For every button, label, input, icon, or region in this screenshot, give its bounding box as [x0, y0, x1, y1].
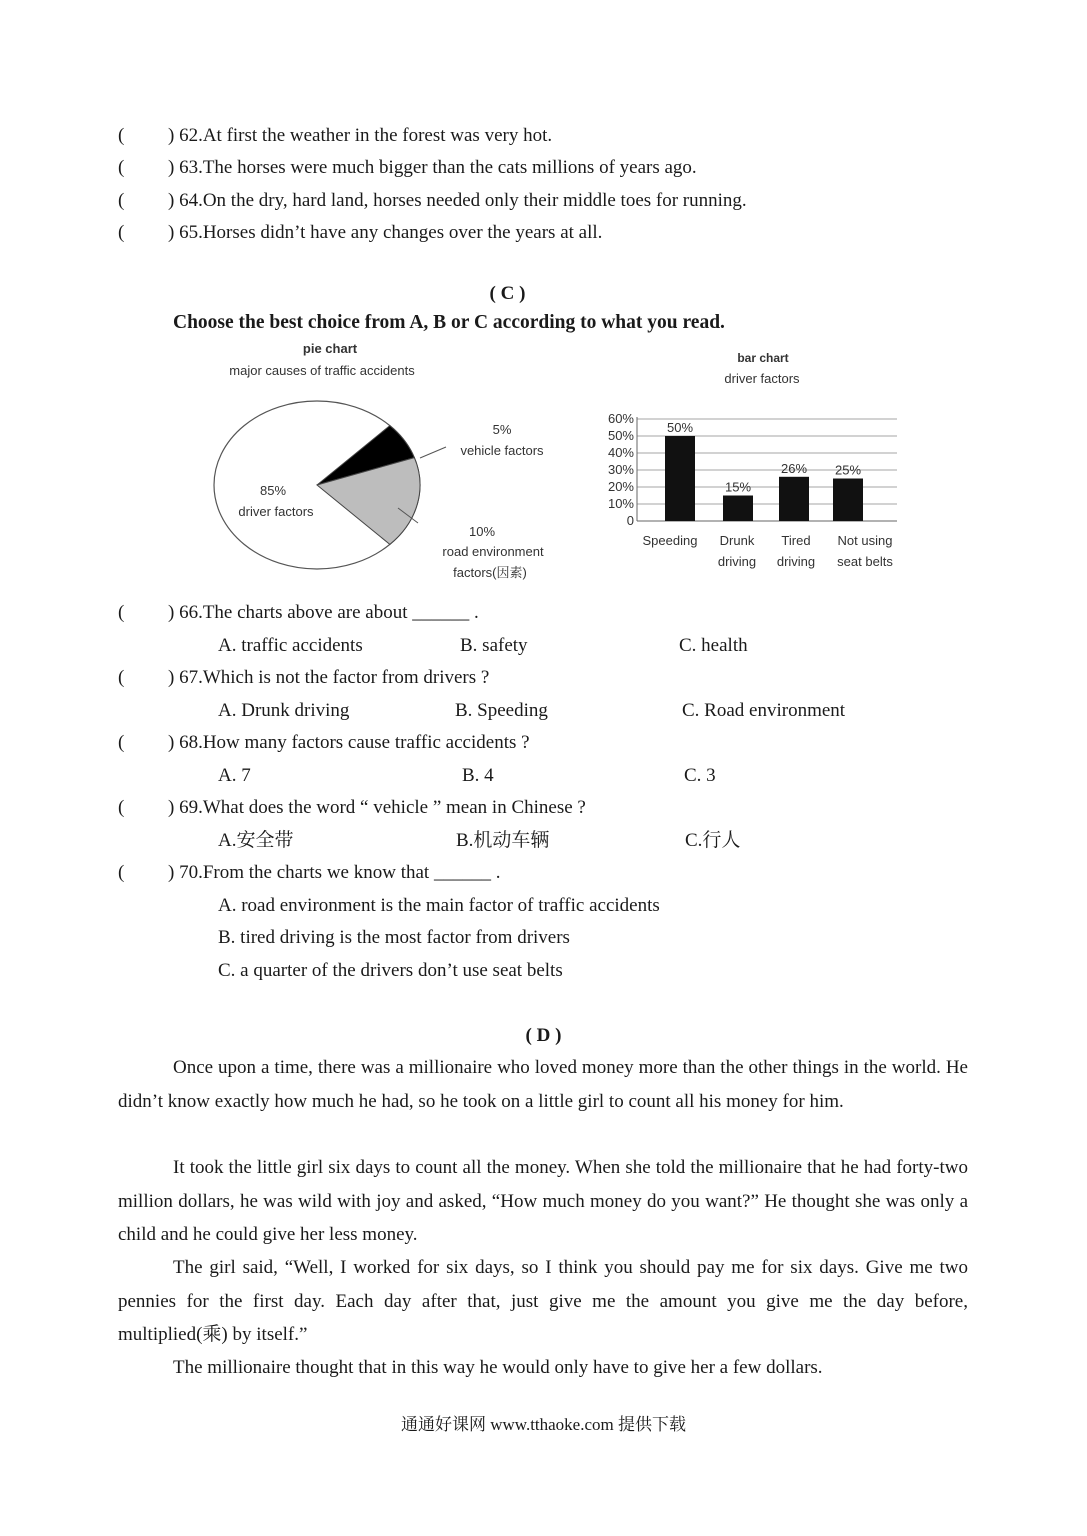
answer-blank: ( — [118, 190, 125, 211]
pie-title: pie chart — [302, 341, 358, 356]
y-tick-label: 60% — [607, 411, 634, 426]
bar-value-label: 15% — [724, 479, 752, 495]
x-tick-label: Speeding — [642, 533, 698, 548]
bar — [665, 436, 695, 521]
x-tick-label: seat belts — [837, 554, 893, 569]
answer-blank: ( — [118, 125, 125, 146]
option-c: C. 3 — [684, 765, 716, 786]
option-a: A. road environment is the main factor of traffic accidents — [218, 895, 660, 916]
x-tick-label: driving — [776, 554, 816, 569]
pie-label-road-2: factors(因素) — [453, 565, 527, 580]
bar-value-label: 50% — [666, 420, 694, 435]
passage-paragraph-1: Once upon a time, there was a millionaire who loved money more than the other things in the world. He didn’t know exactly how much he had, so he took on a little girl to count all his money for him. — [118, 1057, 968, 1112]
answer-blank: ( — [118, 157, 125, 178]
answer-blank: ( — [118, 862, 125, 883]
option-c: C. Road environment — [682, 700, 846, 721]
x-tick-label: Not using — [837, 533, 893, 548]
x-tick-label: driving — [717, 554, 757, 569]
section-c-label: ( C ) — [489, 283, 526, 304]
option-b: B. Speeding — [455, 700, 548, 721]
option-a: A. 7 — [218, 765, 251, 786]
question-text: ) 65.Horses didn’t have any changes over the years at all. — [168, 222, 603, 243]
question-stem: ) 69.What does the word “ vehicle ” mean in Chinese ? — [168, 797, 586, 818]
question-stem: ) 66.The charts above are about ______ . — [168, 602, 479, 623]
question-stem: ) 70.From the charts we know that ______ . — [168, 862, 501, 883]
charts-figure — [0, 335, 1087, 595]
y-tick-label: 40% — [607, 445, 634, 460]
option-a: A.安全带 — [218, 830, 294, 851]
option-b: B. tired driving is the most factor from drivers — [218, 927, 570, 948]
pie-chart — [214, 401, 446, 569]
question-text: ) 62.At first the weather in the forest was very hot. — [168, 125, 553, 146]
passage-paragraph-4: The millionaire thought that in this way he would only have to give her a few dollars. — [173, 1357, 823, 1378]
bar-subtitle: driver factors — [724, 371, 800, 386]
question-text: ) 64.On the dry, hard land, horses needed only their middle toes for running. — [168, 190, 747, 211]
y-tick-label: 20% — [607, 479, 634, 494]
question-text: ) 63.The horses were much bigger than the cats millions of years ago. — [168, 157, 697, 178]
footer-source: 通通好课网 www.tthaoke.com 提供下载 — [400, 1415, 687, 1434]
bar — [779, 477, 809, 521]
bar-chart — [608, 411, 897, 569]
pie-label-vehicle-percent: 5% — [492, 422, 512, 437]
leader-line-vehicle — [420, 447, 446, 458]
question-stem: ) 68.How many factors cause traffic accidents ? — [168, 732, 530, 753]
pie-subtitle: major causes of traffic accidents — [229, 363, 415, 378]
pie-label-driver-percent: 85% — [259, 483, 287, 498]
bar — [723, 496, 753, 522]
question-stem: ) 67.Which is not the factor from drivers ? — [168, 667, 490, 688]
option-a: A. traffic accidents — [218, 635, 363, 656]
pie-label-driver: driver factors — [238, 504, 314, 519]
x-tick-label: Tired — [781, 533, 811, 548]
section-c-instruction: Choose the best choice from A, B or C according to what you read. — [173, 312, 725, 333]
x-tick-label: Drunk — [719, 533, 755, 548]
option-b: B. 4 — [462, 765, 494, 786]
answer-blank: ( — [118, 797, 125, 818]
passage-paragraph-3: The girl said, “Well, I worked for six days, so I think you should pay me for six days. Give me two pennies for the first day. Each day after that, just give me the amount you give me the day before, multiplied(乘) by itself.” — [118, 1257, 968, 1345]
y-tick-label: 10% — [607, 496, 634, 511]
answer-blank: ( — [118, 222, 125, 243]
bar — [833, 479, 863, 522]
answer-blank: ( — [118, 602, 125, 623]
pie-label-vehicle: vehicle factors — [460, 443, 544, 458]
y-tick-label: 50% — [607, 428, 634, 443]
section-d-label: ( D ) — [525, 1025, 562, 1046]
bar-value-label: 25% — [834, 462, 862, 478]
option-b: B.机动车辆 — [456, 830, 550, 851]
pie-label-road-percent: 10% — [468, 524, 496, 539]
option-b: B. safety — [460, 635, 528, 656]
option-a: A. Drunk driving — [218, 700, 350, 721]
answer-blank: ( — [118, 667, 125, 688]
answer-blank: ( — [118, 732, 125, 753]
y-tick-label: 0 — [626, 513, 634, 528]
option-c: C. health — [679, 635, 748, 656]
option-c: C. a quarter of the drivers don’t use seat belts — [218, 960, 563, 981]
bar-value-label: 26% — [780, 460, 808, 476]
y-tick-label: 30% — [607, 462, 634, 477]
passage-paragraph-2: It took the little girl six days to count all the money. When she told the millionaire that he had forty-two million dollars, he was wild with joy and asked, “How much money do you want?” He thought she was only a child and he could give her less money. — [118, 1157, 968, 1245]
option-c: C.行人 — [685, 830, 741, 851]
bar-title: bar chart — [737, 351, 789, 365]
pie-label-road: road environment — [442, 544, 544, 559]
